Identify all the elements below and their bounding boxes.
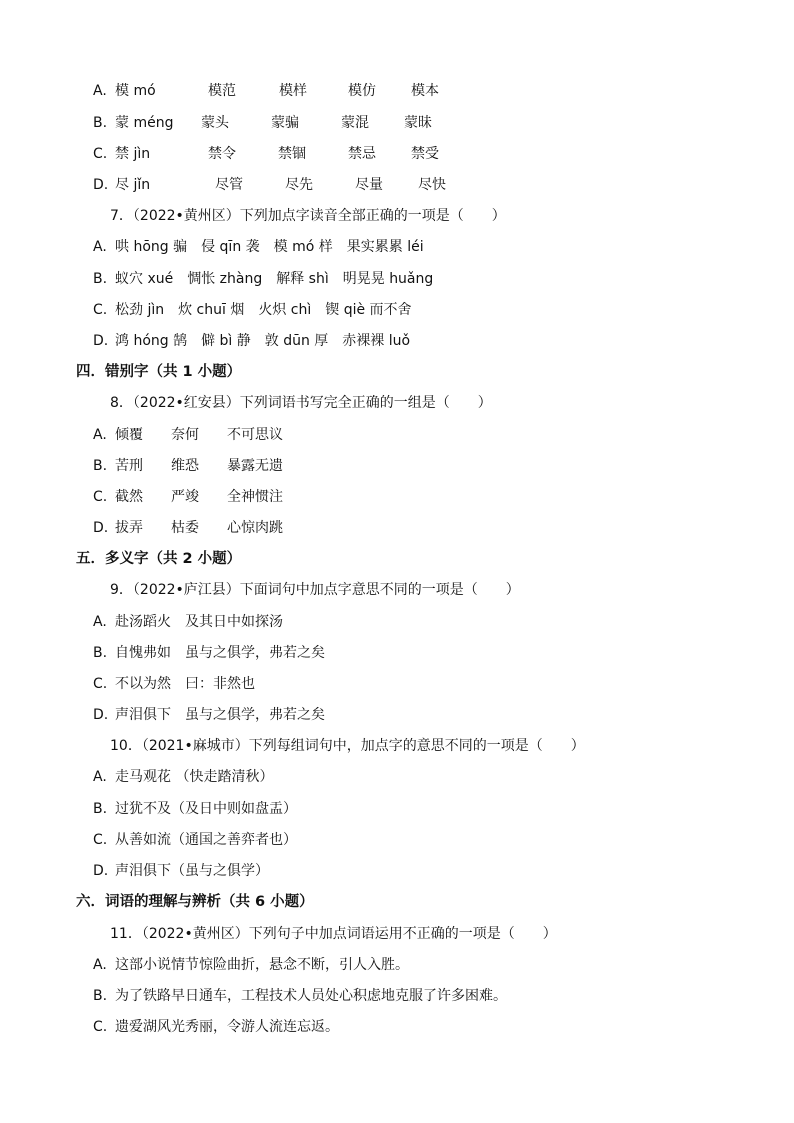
option-head: 模 mó — [115, 83, 156, 99]
option-text: 截然 严竣 全神惯注 — [115, 489, 283, 505]
option-text: 过犹不及（及日中则如盘盂） — [115, 801, 297, 817]
option-head: 禁 jìn — [115, 146, 151, 162]
option-word: 蒙骗 — [271, 115, 299, 131]
option-label: B. — [93, 988, 108, 1004]
option-label: A. — [93, 239, 107, 255]
option-text: 倾覆 奈何 不可思议 — [115, 427, 283, 443]
option-text: 不以为然 曰：非然也 — [115, 676, 255, 692]
option-label: B. — [93, 115, 108, 131]
q7-stem: 7．（2022•黄州区）下列加点字读音全部正确的一项是（ ） — [110, 208, 506, 224]
option-text: 声泪俱下（虽与之俱学） — [115, 863, 269, 879]
option-label: D. — [93, 177, 109, 193]
option-text: 苦刑 维恐 暴露无遗 — [115, 458, 283, 474]
option-label: C. — [93, 1019, 108, 1035]
section-heading-word-usage: 六．词语的理解与辨析（共 6 小题） — [76, 894, 314, 910]
q10-option-b — [93, 799, 297, 819]
option-label: B. — [93, 271, 108, 287]
q8-option-c — [93, 487, 283, 507]
option-text: 哄 hōng 骗 侵 qīn 袭 模 mó 样 果实累累 léi — [115, 239, 424, 255]
option-word: 蒙头 — [201, 115, 229, 131]
option-label: C. — [93, 302, 108, 318]
q10-option-a — [93, 767, 273, 787]
section-heading-polysemy: 五．多义字（共 2 小题） — [76, 551, 242, 567]
option-label: A. — [93, 614, 107, 630]
option-label: A. — [93, 427, 107, 443]
q11-stem: 11．（2022•黄州区）下列句子中加点词语运用不正确的一项是（ ） — [110, 926, 557, 942]
option-text: 拔弄 枯委 心惊肉跳 — [115, 520, 283, 536]
q7-option-b — [93, 269, 433, 289]
option-word: 尽量 — [355, 177, 383, 193]
option-text: 赴汤蹈火 及其日中如探汤 — [115, 614, 283, 630]
option-label: D. — [93, 707, 109, 723]
q8-option-b — [93, 456, 283, 476]
option-label: B. — [93, 801, 108, 817]
q9-option-b — [93, 643, 325, 663]
option-label: B. — [93, 458, 108, 474]
option-text: 鸿 hóng 鹄 僻 bì 静 敦 dūn 厚 赤裸裸 luǒ — [115, 333, 411, 349]
q7-option-c — [93, 300, 412, 320]
option-text: 从善如流（通国之善弈者也） — [115, 832, 297, 848]
option-text: 遗爱湖风光秀丽，令游人流连忘返。 — [115, 1019, 339, 1035]
option-label: B. — [93, 645, 108, 661]
q9-option-c — [93, 674, 255, 694]
option-word: 禁锢 — [278, 146, 306, 162]
option-head: 蒙 méng — [115, 115, 174, 131]
option-head: 尽 jǐn — [115, 177, 151, 193]
q10-option-d — [93, 861, 269, 881]
q10-stem: 10．（2021•麻城市）下列每组词句中，加点字的意思不同的一项是（ ） — [110, 738, 585, 754]
q6-option-b — [93, 113, 432, 133]
q8-option-a — [93, 425, 283, 445]
option-label: C. — [93, 489, 108, 505]
q9-option-d — [93, 705, 325, 725]
option-word: 模仿 — [348, 83, 376, 99]
option-label: C. — [93, 832, 108, 848]
q6-option-a — [93, 81, 439, 101]
option-text: 走马观花 （快走踏清秋） — [115, 769, 274, 785]
option-word: 模范 — [208, 83, 236, 99]
option-word: 禁受 — [411, 146, 439, 162]
q10-option-c — [93, 830, 297, 850]
q9-stem: 9．（2022•庐江县）下面词句中加点字意思不同的一项是（ ） — [110, 582, 520, 598]
option-text: 这部小说情节惊险曲折，悬念不断，引人入胜。 — [115, 957, 409, 973]
option-word: 尽先 — [285, 177, 313, 193]
q6-option-c — [93, 144, 439, 164]
option-text: 自愧弗如 虽与之俱学，弗若之矣 — [115, 645, 325, 661]
section-heading-typos: 四．错别字（共 1 小题） — [76, 364, 242, 380]
option-label: C. — [93, 146, 108, 162]
option-label: A. — [93, 83, 107, 99]
option-word: 禁忌 — [348, 146, 376, 162]
q11-option-c — [93, 1017, 339, 1037]
q7-option-a — [93, 237, 424, 257]
q7-option-d — [93, 331, 410, 351]
option-label: C. — [93, 676, 108, 692]
option-word: 蒙昧 — [404, 115, 432, 131]
option-text: 为了铁路早日通车，工程技术人员处心积虑地克服了许多困难。 — [115, 988, 507, 1004]
q11-option-b — [93, 986, 507, 1006]
option-word: 禁令 — [208, 146, 236, 162]
option-label: D. — [93, 863, 109, 879]
option-text: 松劲 jìn 炊 chuī 烟 火炽 chì 锲 qiè 而不舍 — [115, 302, 412, 318]
option-text: 声泪俱下 虽与之俱学，弗若之矣 — [115, 707, 325, 723]
option-word: 模本 — [411, 83, 439, 99]
option-word: 尽管 — [215, 177, 243, 193]
option-text: 蚁穴 xué 惆怅 zhàng 解释 shì 明晃晃 huǎng — [115, 271, 434, 287]
q8-option-d — [93, 518, 283, 538]
option-word: 模样 — [279, 83, 307, 99]
option-label: A. — [93, 769, 107, 785]
option-label: D. — [93, 333, 109, 349]
option-label: D. — [93, 520, 109, 536]
q8-stem: 8．（2022•红安县）下列词语书写完全正确的一组是（ ） — [110, 395, 492, 411]
option-word: 蒙混 — [341, 115, 369, 131]
option-word: 尽快 — [418, 177, 446, 193]
q9-option-a — [93, 612, 283, 632]
q11-option-a — [93, 955, 409, 975]
q6-option-d — [93, 175, 446, 195]
option-label: A. — [93, 957, 107, 973]
